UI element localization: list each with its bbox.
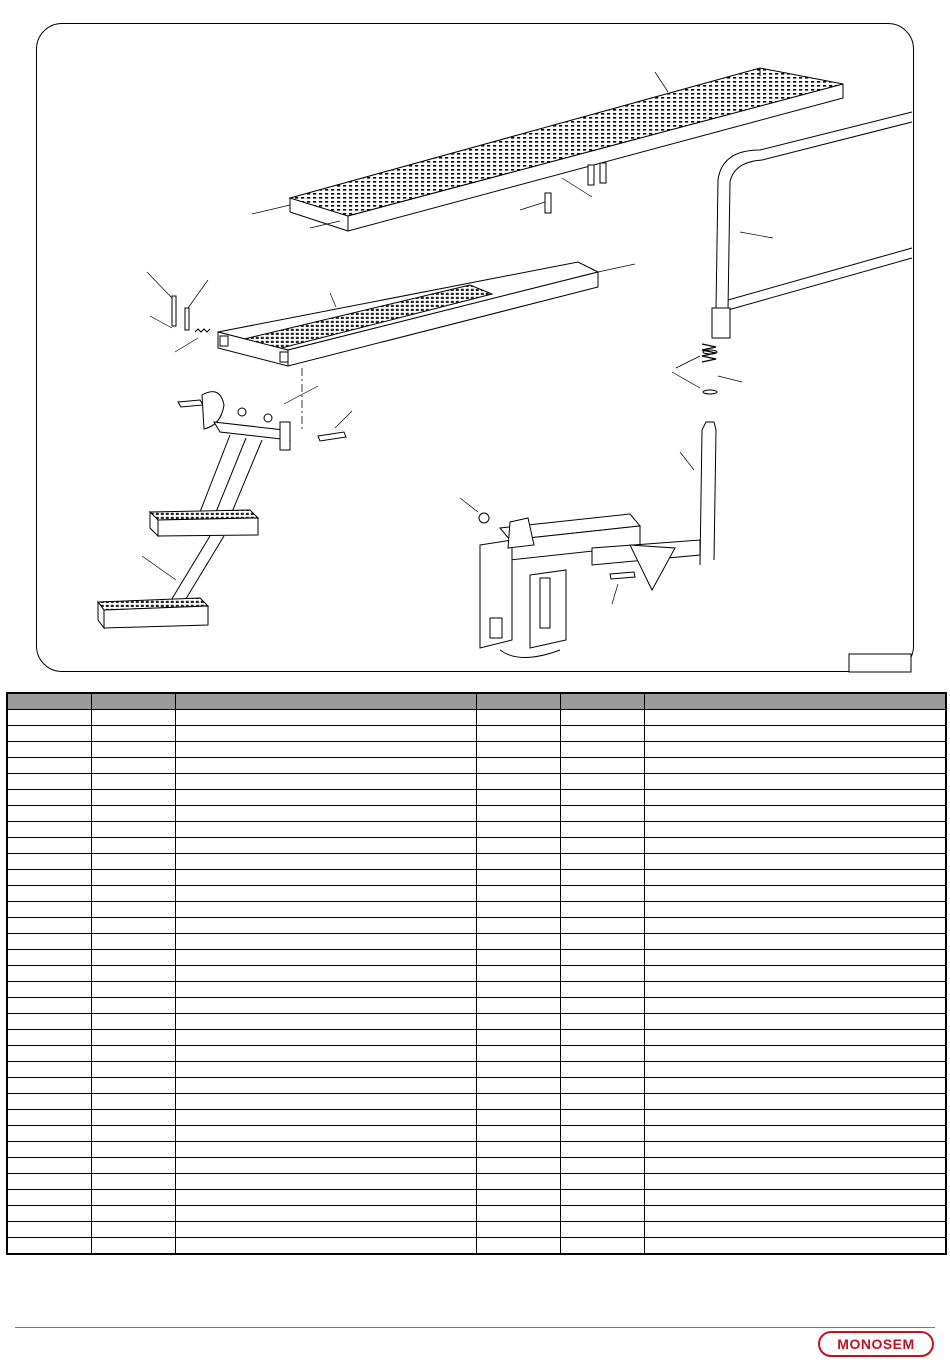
table-cell (175, 1078, 476, 1094)
table-cell (476, 1078, 560, 1094)
table-cell (175, 998, 476, 1014)
table-cell (91, 1078, 175, 1094)
table-row (7, 726, 946, 742)
table-cell (7, 838, 91, 854)
table-cell (91, 1014, 175, 1030)
table-cell (644, 1222, 946, 1238)
table-cell (175, 1126, 476, 1142)
table-cell (91, 854, 175, 870)
table-cell (7, 1046, 91, 1062)
table-cell (644, 710, 946, 726)
table-cell (7, 806, 91, 822)
table-cell (476, 726, 560, 742)
table-cell (7, 822, 91, 838)
table-cell (476, 934, 560, 950)
table-cell (91, 726, 175, 742)
table-cell (644, 758, 946, 774)
table-cell (644, 998, 946, 1014)
table-cell (91, 838, 175, 854)
table-row (7, 902, 946, 918)
table-cell (175, 950, 476, 966)
locking-pin-parts (147, 272, 210, 352)
table-cell (7, 710, 91, 726)
table-cell (91, 1174, 175, 1190)
table-cell (644, 742, 946, 758)
table-cell (644, 886, 946, 902)
table-cell (7, 1174, 91, 1190)
table-cell (175, 726, 476, 742)
column-header (476, 693, 560, 710)
table-row (7, 774, 946, 790)
table-row (7, 854, 946, 870)
table-cell (476, 950, 560, 966)
table-cell (560, 1190, 644, 1206)
table-cell (91, 806, 175, 822)
table-cell (7, 966, 91, 982)
table-row (7, 934, 946, 950)
table-cell (175, 886, 476, 902)
table-row (7, 838, 946, 854)
table-cell (91, 870, 175, 886)
upper-platform-part (252, 68, 843, 231)
table-cell (476, 790, 560, 806)
table-row (7, 1110, 946, 1126)
table-cell (175, 1110, 476, 1126)
table-cell (91, 1158, 175, 1174)
table-cell (175, 822, 476, 838)
table-row (7, 1126, 946, 1142)
table-cell (644, 1174, 946, 1190)
table-cell (644, 934, 946, 950)
table-row (7, 806, 946, 822)
table-cell (560, 774, 644, 790)
table-row (7, 1174, 946, 1190)
table-cell (175, 710, 476, 726)
table-cell (175, 1238, 476, 1255)
table-cell (91, 950, 175, 966)
table-cell (560, 998, 644, 1014)
table-cell (560, 806, 644, 822)
table-cell (175, 1158, 476, 1174)
table-cell (175, 1046, 476, 1062)
table-cell (7, 758, 91, 774)
table-cell (476, 1158, 560, 1174)
table-cell (175, 982, 476, 998)
table-cell (560, 1126, 644, 1142)
table-cell (476, 998, 560, 1014)
table-cell (560, 1110, 644, 1126)
table-cell (7, 1062, 91, 1078)
handrail-part (672, 112, 912, 565)
table-cell (560, 950, 644, 966)
table-cell (476, 1094, 560, 1110)
table-cell (91, 1222, 175, 1238)
table-cell (7, 1030, 91, 1046)
column-header (7, 693, 91, 710)
table-cell (476, 1174, 560, 1190)
table-cell (644, 1158, 946, 1174)
table-cell (7, 982, 91, 998)
table-cell (91, 1062, 175, 1078)
table-cell (7, 726, 91, 742)
table-cell (476, 1062, 560, 1078)
table-cell (644, 838, 946, 854)
table-cell (7, 1158, 91, 1174)
table-cell (91, 918, 175, 934)
table-cell (644, 1078, 946, 1094)
monosem-logo (818, 1331, 934, 1357)
table-cell (175, 774, 476, 790)
table-row (7, 710, 946, 726)
table-cell (91, 1126, 175, 1142)
table-cell (7, 1126, 91, 1142)
table-row (7, 982, 946, 998)
table-cell (476, 806, 560, 822)
table-cell (644, 902, 946, 918)
table-cell (476, 886, 560, 902)
table-cell (175, 838, 476, 854)
table-cell (91, 742, 175, 758)
table-row (7, 1222, 946, 1238)
table-cell (7, 790, 91, 806)
table-cell (91, 966, 175, 982)
table-cell (644, 918, 946, 934)
table-cell (175, 806, 476, 822)
column-header (560, 693, 644, 710)
table-cell (7, 742, 91, 758)
table-cell (476, 838, 560, 854)
table-cell (7, 1014, 91, 1030)
table-cell (175, 870, 476, 886)
table-cell (644, 870, 946, 886)
table-cell (560, 1174, 644, 1190)
table-row (7, 886, 946, 902)
table-cell (476, 742, 560, 758)
table-cell (560, 822, 644, 838)
table-cell (91, 1030, 175, 1046)
table-cell (175, 854, 476, 870)
table-cell (560, 742, 644, 758)
table-cell (91, 1206, 175, 1222)
table-cell (7, 934, 91, 950)
table-cell (560, 1206, 644, 1222)
table-cell (560, 1222, 644, 1238)
table-cell (644, 1206, 946, 1222)
table-cell (476, 710, 560, 726)
table-cell (644, 950, 946, 966)
table-cell (644, 1062, 946, 1078)
table-cell (91, 982, 175, 998)
ladder-assembly-part (98, 386, 352, 628)
table-row (7, 1158, 946, 1174)
table-cell (476, 758, 560, 774)
table-row (7, 918, 946, 934)
table-cell (7, 774, 91, 790)
table-row (7, 1014, 946, 1030)
table-cell (560, 870, 644, 886)
table-cell (91, 822, 175, 838)
exploded-view-drawing (0, 0, 950, 680)
table-cell (476, 1126, 560, 1142)
table-cell (560, 982, 644, 998)
table-cell (175, 1190, 476, 1206)
column-header (175, 693, 476, 710)
table-cell (91, 1238, 175, 1255)
table-cell (560, 934, 644, 950)
table-row (7, 998, 946, 1014)
table-cell (644, 1190, 946, 1206)
table-cell (644, 1030, 946, 1046)
table-cell (644, 1014, 946, 1030)
table-cell (91, 710, 175, 726)
table-cell (560, 854, 644, 870)
table-row (7, 790, 946, 806)
table-cell (175, 1094, 476, 1110)
table-cell (560, 1014, 644, 1030)
table-cell (7, 1142, 91, 1158)
table-cell (7, 1094, 91, 1110)
table-row (7, 1190, 946, 1206)
table-cell (175, 1222, 476, 1238)
table-cell (91, 1046, 175, 1062)
table-cell (560, 1158, 644, 1174)
table-cell (91, 1190, 175, 1206)
table-cell (7, 1190, 91, 1206)
table-cell (560, 902, 644, 918)
mounting-bracket-part (460, 498, 700, 658)
table-row (7, 1206, 946, 1222)
table-cell (476, 1190, 560, 1206)
table-cell (560, 966, 644, 982)
table-cell (560, 838, 644, 854)
table-cell (476, 1206, 560, 1222)
table-cell (560, 886, 644, 902)
table-cell (175, 1174, 476, 1190)
table-cell (644, 1238, 946, 1255)
table-row (7, 1238, 946, 1255)
table-cell (560, 758, 644, 774)
table-cell (91, 1142, 175, 1158)
parts-table-header (7, 693, 946, 710)
table-cell (7, 918, 91, 934)
table-cell (175, 934, 476, 950)
footer-divider (15, 1327, 935, 1328)
table-cell (644, 1046, 946, 1062)
table-cell (644, 982, 946, 998)
table-cell (560, 710, 644, 726)
column-header (91, 693, 175, 710)
table-row (7, 966, 946, 982)
table-cell (7, 1078, 91, 1094)
table-cell (476, 774, 560, 790)
table-cell (175, 1014, 476, 1030)
table-cell (91, 902, 175, 918)
table-row (7, 758, 946, 774)
table-cell (7, 870, 91, 886)
table-cell (175, 790, 476, 806)
table-cell (175, 1062, 476, 1078)
table-cell (644, 966, 946, 982)
table-cell (7, 950, 91, 966)
table-cell (7, 886, 91, 902)
table-cell (560, 1078, 644, 1094)
parts-table (6, 692, 947, 1255)
table-row (7, 1094, 946, 1110)
table-cell (644, 726, 946, 742)
table-row (7, 1078, 946, 1094)
table-cell (476, 870, 560, 886)
table-cell (91, 774, 175, 790)
table-cell (7, 854, 91, 870)
table-cell (644, 806, 946, 822)
table-cell (175, 742, 476, 758)
table-cell (560, 1094, 644, 1110)
table-cell (476, 982, 560, 998)
table-row (7, 1046, 946, 1062)
table-cell (644, 1094, 946, 1110)
table-cell (175, 966, 476, 982)
table-row (7, 950, 946, 966)
table-cell (476, 902, 560, 918)
table-cell (175, 1030, 476, 1046)
table-cell (476, 1238, 560, 1255)
reference-box (849, 654, 911, 672)
table-cell (560, 790, 644, 806)
table-cell (644, 1142, 946, 1158)
table-cell (7, 998, 91, 1014)
table-cell (91, 758, 175, 774)
table-cell (175, 1206, 476, 1222)
column-header (644, 693, 946, 710)
table-cell (644, 774, 946, 790)
table-row (7, 822, 946, 838)
step-frame-part (218, 262, 635, 430)
table-cell (644, 1126, 946, 1142)
table-cell (560, 1238, 644, 1255)
table-cell (175, 902, 476, 918)
table-cell (476, 822, 560, 838)
table-cell (91, 790, 175, 806)
table-row (7, 870, 946, 886)
table-row (7, 1030, 946, 1046)
table-row (7, 1142, 946, 1158)
table-cell (476, 1142, 560, 1158)
table-cell (560, 918, 644, 934)
table-cell (175, 1142, 476, 1158)
table-cell (7, 1238, 91, 1255)
table-cell (91, 934, 175, 950)
table-cell (476, 1046, 560, 1062)
table-cell (476, 918, 560, 934)
table-cell (644, 822, 946, 838)
table-row (7, 742, 946, 758)
table-cell (476, 854, 560, 870)
table-cell (476, 1222, 560, 1238)
table-cell (7, 1222, 91, 1238)
table-cell (7, 1206, 91, 1222)
table-row (7, 1062, 946, 1078)
table-cell (560, 1046, 644, 1062)
table-cell (175, 918, 476, 934)
table-cell (91, 1094, 175, 1110)
table-cell (560, 1062, 644, 1078)
table-cell (91, 886, 175, 902)
table-cell (7, 1110, 91, 1126)
table-cell (476, 1030, 560, 1046)
table-cell (476, 966, 560, 982)
table-cell (644, 1110, 946, 1126)
table-cell (91, 998, 175, 1014)
table-cell (476, 1110, 560, 1126)
table-cell (91, 1110, 175, 1126)
logo-text: MONOSEM (837, 1336, 915, 1352)
table-cell (560, 1142, 644, 1158)
table-cell (7, 902, 91, 918)
table-cell (560, 726, 644, 742)
table-cell (175, 758, 476, 774)
parts-table-body (7, 710, 946, 1255)
table-cell (560, 1030, 644, 1046)
table-cell (644, 790, 946, 806)
table-cell (644, 854, 946, 870)
table-cell (476, 1014, 560, 1030)
